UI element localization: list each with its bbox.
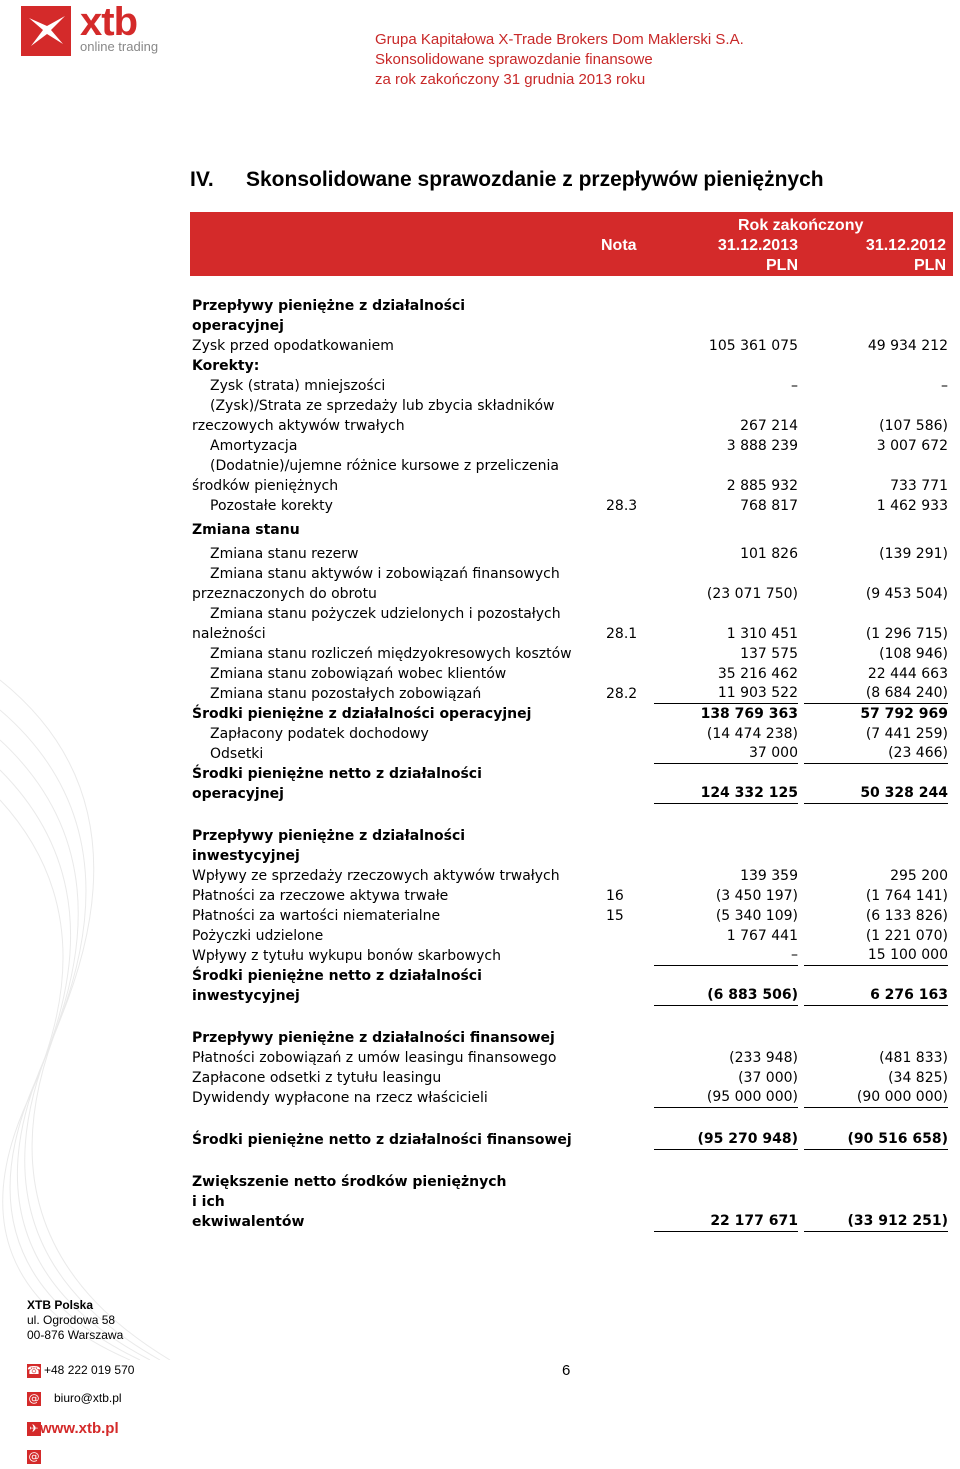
section-title-text: Skonsolidowane sprawozdanie z przepływów pieniężnych <box>246 168 824 191</box>
row-value-2012: 1 462 933 <box>876 498 948 514</box>
row-label: Pożyczki udzielone <box>192 928 324 944</box>
row-label: operacyjnej <box>192 786 284 802</box>
row-value-2013: (95 000 000) <box>654 1087 798 1108</box>
row-value-2013: 101 826 <box>740 546 798 562</box>
col2-date-header: 31.12.2012 <box>865 237 946 254</box>
row-value-2012: (108 946) <box>879 646 948 662</box>
row-label: Środki pieniężne z działalności operacyjnej <box>192 706 532 722</box>
row-value-2012: (23 466) <box>804 743 948 764</box>
table-row <box>192 436 954 456</box>
col1-currency-header: PLN <box>766 257 798 274</box>
year-ended-label: Rok zakończony <box>738 217 864 234</box>
row-value-2013: (23 071 750) <box>706 586 798 602</box>
table-header-band <box>190 212 953 276</box>
row-value-2013: 35 216 462 <box>717 666 798 682</box>
row-value-2012: 3 007 672 <box>876 438 948 454</box>
table-row <box>192 356 954 376</box>
row-label: inwestycyjnej <box>192 988 300 1004</box>
footer-company: XTB Polska <box>27 1298 94 1312</box>
table-row <box>192 886 954 906</box>
table-row <box>192 986 954 1006</box>
row-value-2013: 3 888 239 <box>726 438 798 454</box>
table-row <box>192 604 954 624</box>
table-row <box>192 544 954 564</box>
cash-flow-table <box>192 296 954 1232</box>
row-value-2012: (1 296 715) <box>865 626 948 642</box>
table-row <box>192 926 954 946</box>
row-label: Zmiana stanu <box>192 522 300 538</box>
row-value-2012: (90 516 658) <box>804 1129 948 1150</box>
table-row <box>192 396 954 416</box>
logo-subtitle: online trading <box>80 39 159 54</box>
row-value-2012: 295 200 <box>890 868 948 884</box>
row-label: Środki pieniężne netto z działalności finansowej <box>192 1132 572 1148</box>
row-label: Dywidendy wypłacone na rzecz właścicieli <box>192 1090 488 1106</box>
row-label: ekwiwalentów <box>192 1214 305 1230</box>
at-icon: @ <box>28 1450 40 1463</box>
web-icon: ✈ <box>27 1422 41 1436</box>
row-label: należności <box>192 626 266 642</box>
row-value-2013: (95 270 948) <box>654 1129 798 1150</box>
header-period: za rok zakończony 31 grudnia 2013 roku <box>375 71 646 88</box>
row-value-2012: 49 934 212 <box>867 338 948 354</box>
row-value-2012: (1 221 070) <box>865 928 948 944</box>
row-label: Płatności za rzeczowe aktywa trwałe <box>192 888 449 904</box>
row-value-2013: 1 767 441 <box>726 928 798 944</box>
nota-header: Nota <box>601 237 637 254</box>
x-bird-icon <box>21 6 71 56</box>
row-label: Pozostałe korekty <box>210 498 333 514</box>
row-label: przeznaczonych do obrotu <box>192 586 377 602</box>
row-label: Środki pieniężne netto z działalności <box>192 766 482 782</box>
table-row <box>192 624 954 644</box>
row-value-2012: (1 764 141) <box>865 888 948 904</box>
row-label: Przepływy pieniężne z działalności <box>192 828 466 844</box>
row-value-2012: 22 444 663 <box>867 666 948 682</box>
email-icon: @ <box>28 1392 40 1405</box>
row-value-2012: (8 684 240) <box>804 683 948 704</box>
table-row <box>192 664 954 684</box>
row-value-2013: (37 000) <box>738 1070 798 1086</box>
row-value-2013: 267 214 <box>740 418 798 434</box>
row-label: Zapłacone odsetki z tytułu leasingu <box>192 1070 442 1086</box>
row-label: Płatności za wartości niematerialne <box>192 908 441 924</box>
row-label: Zmiana stanu rozliczeń międzyokresowych kosztów <box>210 646 572 662</box>
section-title <box>190 168 824 192</box>
row-label: Odsetki <box>210 746 264 762</box>
row-label: Przepływy pieniężne z działalności operacyjnej <box>192 298 466 334</box>
table-row <box>192 520 954 540</box>
row-value-2012: 50 328 244 <box>804 783 948 804</box>
footer-website[interactable]: www.xtb.pl <box>40 1420 119 1437</box>
footer-city: 00-876 Warszawa <box>27 1328 124 1342</box>
row-value-2013: 124 332 125 <box>654 783 798 804</box>
row-value-2012: (139 291) <box>879 546 948 562</box>
row-value-2013: 22 177 671 <box>654 1211 798 1232</box>
footer-email[interactable]: biuro@xtb.pl <box>54 1391 122 1405</box>
page-number: 6 <box>562 1362 571 1379</box>
col2-currency-header: PLN <box>914 257 946 274</box>
row-value-2013: 11 903 522 <box>654 683 798 704</box>
row-label: Zysk (strata) mniejszości <box>210 378 386 394</box>
row-nota: 16 <box>606 888 624 904</box>
table-row <box>192 684 954 704</box>
background-swirl-decoration <box>0 600 190 1360</box>
row-value-2013: (233 948) <box>729 1050 798 1066</box>
row-value-2012: (90 000 000) <box>804 1087 948 1108</box>
row-value-2012: (107 586) <box>879 418 948 434</box>
table-row <box>192 456 954 476</box>
row-label: (Dodatnie)/ujemne różnice kursowe z przeliczenia <box>210 458 560 474</box>
table-row <box>192 584 954 604</box>
table-row <box>192 1088 954 1108</box>
table-row <box>192 966 954 986</box>
row-value-2013: – <box>654 945 798 966</box>
row-value-2013: 105 361 075 <box>708 338 798 354</box>
phone-icon: ☎ <box>27 1364 41 1377</box>
row-value-2012: 57 792 969 <box>860 706 948 722</box>
row-value-2013: 138 769 363 <box>700 706 798 722</box>
row-label: Zmiana stanu rezerw <box>210 546 359 562</box>
table-row <box>192 866 954 886</box>
logo-text: xtb <box>80 0 137 44</box>
row-value-2013: 139 359 <box>740 868 798 884</box>
table-row <box>192 1068 954 1088</box>
row-value-2013: (5 340 109) <box>715 908 798 924</box>
table-row <box>192 764 954 784</box>
row-value-2012: (6 133 826) <box>865 908 948 924</box>
table-row <box>192 1212 954 1232</box>
row-label: Zmiana stanu aktywów i zobowiązań finansowych <box>210 566 560 582</box>
row-nota: 28.2 <box>606 686 638 702</box>
row-value-2012: 733 771 <box>890 478 948 494</box>
row-value-2013: 137 575 <box>740 646 798 662</box>
row-nota: 28.1 <box>606 626 638 642</box>
table-row <box>192 744 954 764</box>
row-value-2012: (34 825) <box>888 1070 948 1086</box>
table-row <box>192 1130 954 1150</box>
row-label: Środki pieniężne netto z działalności <box>192 968 482 984</box>
header-company: Grupa Kapitałowa X-Trade Brokers Dom Maklerski S.A. <box>375 31 744 48</box>
footer-street: ul. Ogrodowa 58 <box>27 1313 116 1327</box>
row-label: Płatności zobowiązań z umów leasingu finansowego <box>192 1050 557 1066</box>
row-value-2013: (14 474 238) <box>706 726 798 742</box>
row-value-2013: 2 885 932 <box>726 478 798 494</box>
row-label: inwestycyjnej <box>192 848 300 864</box>
section-number: IV. <box>190 168 214 191</box>
row-label: Zapłacony podatek dochodowy <box>210 726 429 742</box>
header-doc-title: Skonsolidowane sprawozdanie finansowe <box>375 51 653 68</box>
row-label: środków pieniężnych <box>192 478 339 494</box>
row-label: Zmiana stanu pożyczek udzielonych i pozostałych <box>210 606 561 622</box>
row-value-2012: – <box>941 378 948 394</box>
table-row <box>192 336 954 356</box>
table-row <box>192 906 954 926</box>
row-value-2012: (9 453 504) <box>865 586 948 602</box>
row-label: Zmiana stanu zobowiązań wobec klientów <box>210 666 507 682</box>
row-label: Amortyzacja <box>210 438 298 454</box>
table-row <box>192 1028 954 1048</box>
col1-date-header: 31.12.2013 <box>717 237 798 254</box>
row-value-2012: 6 276 163 <box>804 985 948 1006</box>
table-row <box>192 704 954 724</box>
row-label: Wpływy z tytułu wykupu bonów skarbowych <box>192 948 501 964</box>
table-row <box>192 946 954 966</box>
row-value-2013: (3 450 197) <box>715 888 798 904</box>
row-nota: 28.3 <box>606 498 638 514</box>
row-value-2012: 15 100 000 <box>804 945 948 966</box>
row-label: Zmiana stanu pozostałych zobowiązań <box>210 686 482 702</box>
row-value-2013: (6 883 506) <box>654 985 798 1006</box>
table-row <box>192 416 954 436</box>
row-value-2012: (33 912 251) <box>804 1211 948 1232</box>
row-value-2013: 1 310 451 <box>726 626 798 642</box>
table-row <box>192 564 954 584</box>
table-row <box>192 784 954 804</box>
table-row <box>192 476 954 496</box>
row-nota: 15 <box>606 908 624 924</box>
row-label: Zwiększenie netto środków pieniężnych i ich <box>192 1174 507 1210</box>
table-row <box>192 826 954 846</box>
table-row <box>192 846 954 866</box>
table-row <box>192 644 954 664</box>
row-value-2013: – <box>791 378 798 394</box>
table-row <box>192 724 954 744</box>
row-label: Przepływy pieniężne z działalności finansowej <box>192 1030 555 1046</box>
row-label: Zysk przed opodatkowaniem <box>192 338 394 354</box>
row-label: Korekty: <box>192 358 260 374</box>
table-row <box>192 376 954 396</box>
row-value-2013: 768 817 <box>740 498 798 514</box>
row-label: Wpływy ze sprzedaży rzeczowych aktywów trwałych <box>192 868 560 884</box>
table-row <box>192 296 954 336</box>
table-row <box>192 1172 954 1212</box>
row-value-2012: (7 441 259) <box>865 726 948 742</box>
table-row <box>192 1048 954 1068</box>
xtb-logo-mark <box>21 6 71 56</box>
row-label: (Zysk)/Strata ze sprzedaży lub zbycia składników <box>210 398 555 414</box>
row-value-2013: 37 000 <box>654 743 798 764</box>
table-row <box>192 496 954 516</box>
row-value-2012: (481 833) <box>879 1050 948 1066</box>
footer-phone: +48 222 019 570 <box>44 1363 135 1377</box>
row-label: rzeczowych aktywów trwałych <box>192 418 405 434</box>
